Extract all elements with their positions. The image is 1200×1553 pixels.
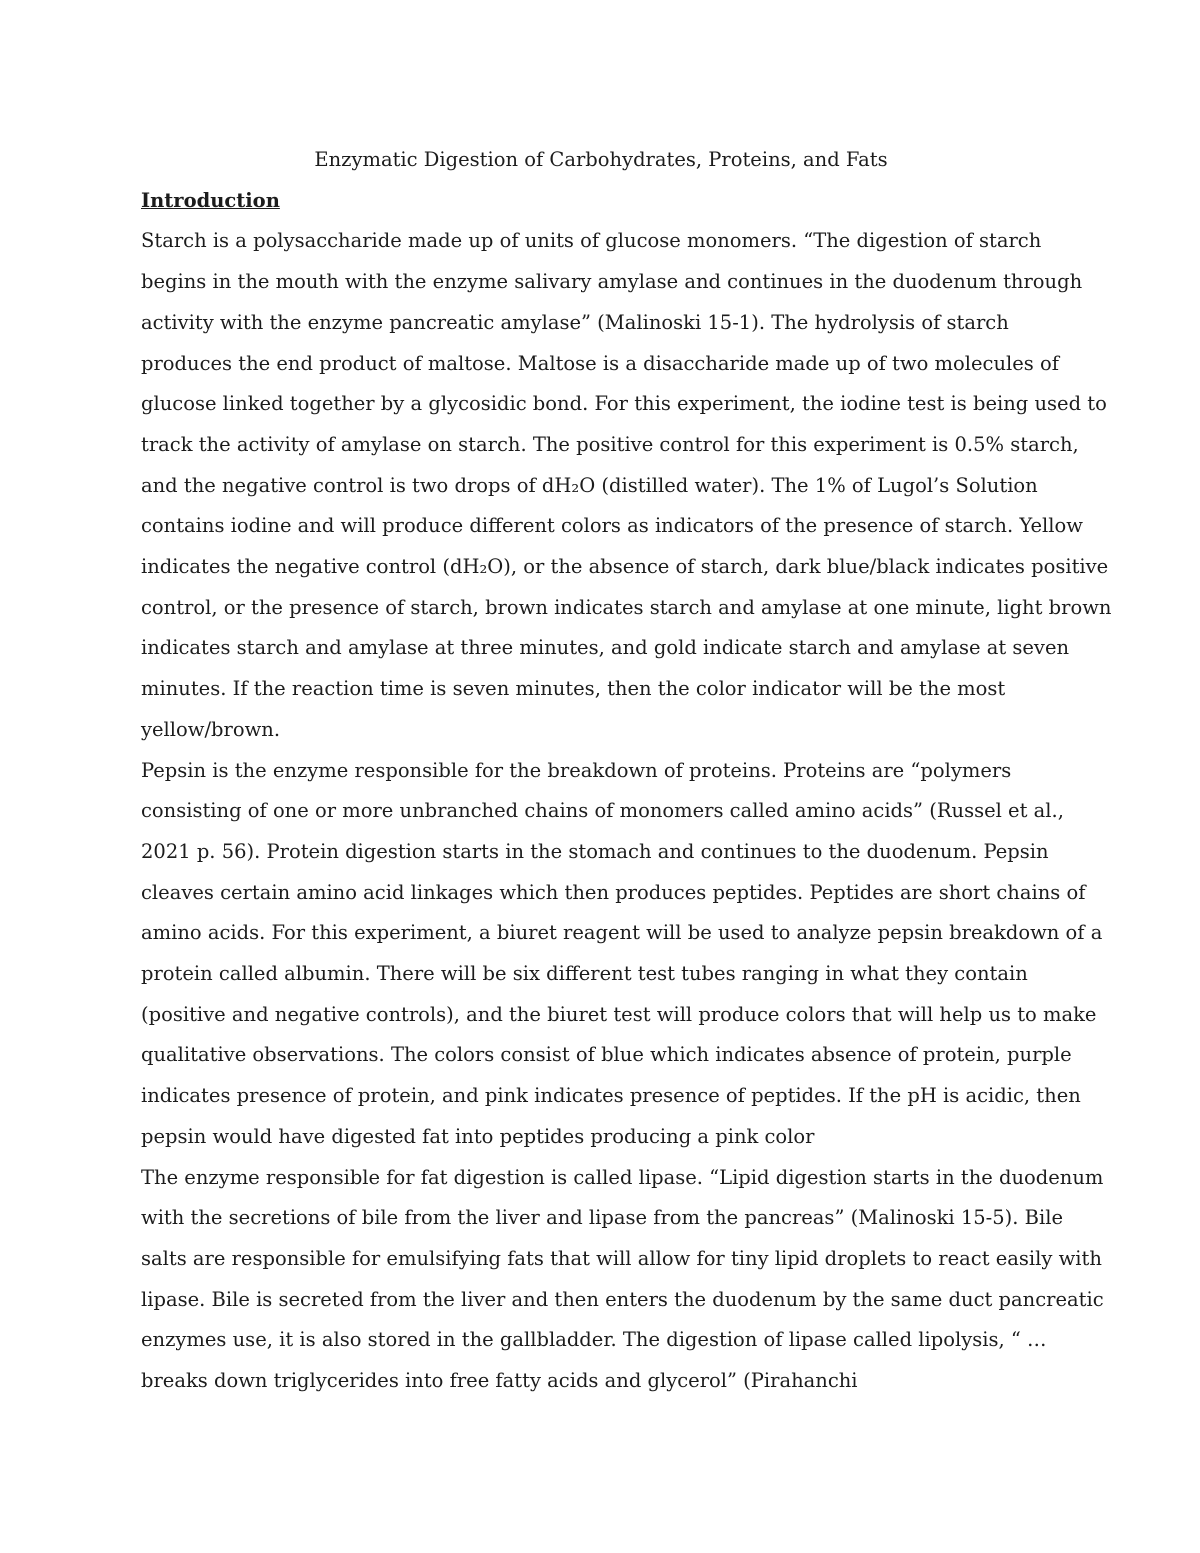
text-line: track the activity of amylase on starch. The positive control for this experiment is 0.5% starch,: [141, 432, 1079, 456]
text-line: Pepsin is the enzyme responsible for the breakdown of proteins. Proteins are “polymers: [141, 758, 1012, 782]
text-line: minutes. If the reaction time is seven minutes, then the color indicator will be the most: [141, 677, 1006, 701]
text-line: begins in the mouth with the enzyme salivary amylase and continues in the duodenum through: [141, 270, 1083, 294]
text-line: protein called albumin. There will be six different test tubes ranging in what they contain: [141, 962, 1028, 986]
introduction-text: [141, 221, 1112, 1401]
text-line: 2021 p. 56). Protein digestion starts in the stomach and continues to the duodenum. Pepsin: [141, 839, 1049, 863]
text-line: Starch is a polysaccharide made up of units of glucose monomers. “The digestion of starch: [141, 229, 1042, 253]
text-line: cleaves certain amino acid linkages which then produces peptides. Peptides are short chains of: [141, 880, 1086, 904]
text-line: produces the end product of maltose. Maltose is a disaccharide made up of two molecules of: [141, 351, 1059, 375]
text-line: breaks down triglycerides into free fatty acids and glycerol” (Pirahanchi: [141, 1369, 858, 1393]
text-line: contains iodine and will produce different colors as indicators of the presence of starch. Yellow: [141, 514, 1083, 538]
section-heading: Introduction: [141, 188, 280, 212]
text-line: (positive and negative controls), and the biuret test will produce colors that will help us to make: [141, 1002, 1097, 1026]
text-line: qualitative observations. The colors consist of blue which indicates absence of protein, purple: [141, 1043, 1072, 1067]
text-line: pepsin would have digested fat into peptides producing a pink color: [141, 1124, 815, 1148]
text-line: enzymes use, it is also stored in the gallbladder. The digestion of lipase called lipolysis, “ …: [141, 1328, 1047, 1352]
text-line: amino acids. For this experiment, a biuret reagent will be used to analyze pepsin breakdown of a: [141, 921, 1103, 945]
text-line: lipase. Bile is secreted from the liver and then enters the duodenum by the same duct pancreatic: [141, 1287, 1104, 1311]
text-line: yellow/brown.: [141, 717, 281, 741]
document-body: [141, 140, 1112, 1402]
text-line: with the secretions of bile from the liver and lipase from the pancreas” (Malinoski 15-5). Bile: [141, 1206, 1063, 1230]
text-line: and the negative control is two drops of dH₂O (distilled water). The 1% of Lugol’s Solution: [141, 473, 1038, 497]
text-line: consisting of one or more unbranched chains of monomers called amino acids” (Russel et al.,: [141, 799, 1064, 823]
text-line: control, or the presence of starch, brown indicates starch and amylase at one minute, light brown: [141, 595, 1112, 619]
text-line: The enzyme responsible for fat digestion is called lipase. “Lipid digestion starts in the duodenum: [141, 1165, 1104, 1189]
text-line: indicates the negative control (dH₂O), or the absence of starch, dark blue/black indicates positive: [141, 555, 1109, 579]
text-line: indicates starch and amylase at three minutes, and gold indicate starch and amylase at seven: [141, 636, 1070, 660]
document-title: Enzymatic Digestion of Carbohydrates, Proteins, and Fats: [314, 148, 888, 171]
text-line: salts are responsible for emulsifying fats that will allow for tiny lipid droplets to react easily with: [141, 1246, 1102, 1270]
text-line: indicates presence of protein, and pink indicates presence of peptides. If the pH is acidic, then: [141, 1084, 1081, 1108]
text-line: glucose linked together by a glycosidic bond. For this experiment, the iodine test is being used to: [141, 392, 1107, 416]
text-line: activity with the enzyme pancreatic amylase” (Malinoski 15-1). The hydrolysis of starch: [141, 310, 1009, 334]
